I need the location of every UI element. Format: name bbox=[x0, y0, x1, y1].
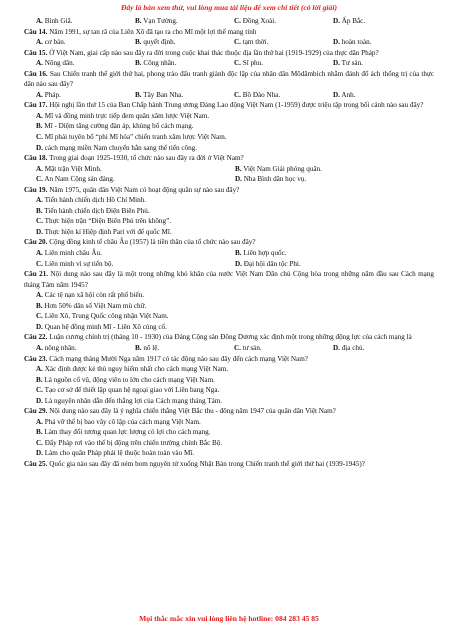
option: B. Liên hợp quốc. bbox=[235, 249, 287, 258]
option: A. Liên minh châu Âu. bbox=[36, 249, 102, 258]
option-letter: A. bbox=[36, 164, 43, 173]
q16-options bbox=[24, 90, 434, 101]
option-letter: B. bbox=[135, 343, 142, 352]
question-19 bbox=[24, 185, 434, 196]
option-letter: A. bbox=[36, 365, 43, 374]
option-letter: D. bbox=[333, 90, 340, 99]
q20-options-row2 bbox=[24, 259, 434, 270]
option: A. nông nhân. bbox=[36, 343, 77, 352]
option-letter: C. bbox=[36, 133, 43, 142]
option: A. cơ bản. bbox=[36, 38, 66, 47]
question-23 bbox=[24, 354, 434, 365]
option: B. Tây Ban Nha. bbox=[135, 90, 184, 99]
q13-options bbox=[24, 16, 434, 27]
question-number: Câu 19. bbox=[24, 185, 48, 194]
q22-options bbox=[24, 343, 434, 354]
option: C. tạm thời. bbox=[234, 38, 269, 47]
hotline-footer: Mọi thắc mắc xin vui lòng liên hệ hotline: 084 283 45 85 bbox=[139, 614, 319, 623]
option: D. Quan hệ đồng minh Mĩ - Liên Xô củng cố. bbox=[36, 322, 167, 331]
question-number: Câu 25. bbox=[24, 459, 48, 468]
option: D. Ấp Bắc. bbox=[333, 17, 366, 25]
option: B. Việt Nam Giải phóng quân. bbox=[235, 164, 322, 173]
q18-options-row2 bbox=[24, 174, 434, 185]
q18-options-row1 bbox=[24, 164, 434, 175]
option: A. Tiến hành chiến dịch Hồ Chí Minh. bbox=[36, 196, 147, 205]
option: D. hoàn toàn. bbox=[333, 38, 372, 47]
option-letter: D. bbox=[36, 449, 43, 458]
option: D. cách mạng miền Nam chuyển hẳn sang thế tiến công. bbox=[36, 143, 198, 152]
option-letter: D. bbox=[235, 175, 242, 184]
question-text: Quốc gia nào sau đây đã ném bom nguyên tử xuống Nhật Bản trong Chiến tranh thế giới thứ hai (1939-1945)? bbox=[47, 459, 365, 468]
option-letter: A. bbox=[36, 38, 43, 47]
option: D. Làm cho quân Pháp phải lệ thuộc hoàn toàn vào Mĩ. bbox=[36, 449, 195, 458]
option: C. Liên minh vì sự tiến bộ. bbox=[36, 259, 114, 268]
option: A. Xác định được kẻ thù nguy hiểm nhất cho cách mạng Việt Nam. bbox=[36, 365, 229, 374]
question-text: Cộng đồng kinh tế châu Âu (1957) là tiền thân của tổ chức nào sau đây? bbox=[47, 238, 256, 247]
option-letter: C. bbox=[234, 17, 241, 25]
option-letter: B. bbox=[135, 59, 142, 68]
option-letter: C. bbox=[36, 312, 43, 321]
option: D. địa chủ. bbox=[333, 343, 365, 352]
option: A. Pháp. bbox=[36, 90, 61, 99]
question-text: Ở Việt Nam, giai cấp nào sau đây ra đời trong cuộc khai thác thuộc địa lần thứ hai (1919-1929) của thực dân Pháp? bbox=[47, 48, 379, 57]
q14-options bbox=[24, 37, 434, 48]
option-letter: D. bbox=[333, 343, 340, 352]
option: A. Các tệ nạn xã hội còn rất phổ biến. bbox=[36, 291, 145, 300]
option-letter: B. bbox=[135, 17, 142, 25]
option-letter: C. bbox=[234, 90, 241, 99]
option: B. Tiến hành chiến dịch Điện Biên Phủ. bbox=[36, 206, 150, 215]
option-letter: B. bbox=[36, 301, 43, 310]
option: C. Bồ Đào Nha. bbox=[234, 90, 281, 99]
option-letter: A. bbox=[36, 111, 43, 120]
option-letter: B. bbox=[135, 90, 142, 99]
option-letter: B. bbox=[36, 428, 43, 437]
option-letter: D. bbox=[36, 143, 43, 152]
option-letter: C. bbox=[36, 175, 43, 184]
question-text: Luận cương chính trị (tháng 10 - 1930) của Đảng Cộng sản Đông Dương xác định một trong những động lực của cách mạng là bbox=[47, 333, 412, 342]
option: C. Sĩ phu. bbox=[234, 59, 263, 68]
question-number: Câu 15. bbox=[24, 48, 48, 57]
question-list bbox=[24, 16, 434, 470]
option: A. Nông dân. bbox=[36, 59, 75, 68]
q20-options-row1 bbox=[24, 248, 434, 259]
option: C. Tạo cơ sở để thiết lập quan hệ ngoại giao với Liên bang Nga. bbox=[36, 386, 220, 395]
option: D. Tư sản. bbox=[333, 59, 363, 68]
question-21 bbox=[24, 269, 434, 290]
preview-banner: Đây là bản xem thử, vui lòng mua tài liệu để xem chi tiết (có lời giải) bbox=[121, 3, 337, 12]
option-letter: C. bbox=[36, 386, 43, 395]
question-25 bbox=[24, 459, 434, 470]
question-text: Trong giai đoạn 1925-1930, tổ chức nào sau đây ra đời ở Việt Nam? bbox=[47, 154, 244, 163]
option: B. Làm thay đổi tương quan lực lượng có lợi cho cách mạng. bbox=[36, 428, 211, 437]
option-letter: D. bbox=[36, 396, 43, 405]
option-letter: A. bbox=[36, 417, 43, 426]
option: B. Là nguồn cổ vũ, động viên to lớn cho cách mạng Việt Nam. bbox=[36, 375, 215, 384]
option: D. Đại hội dân tộc Phi. bbox=[235, 259, 301, 268]
option-letter: D. bbox=[333, 17, 340, 25]
option-letter: A. bbox=[36, 90, 43, 99]
option-letter: B. bbox=[36, 122, 43, 131]
option: A. Bình Giã. bbox=[36, 17, 73, 25]
question-14 bbox=[24, 27, 434, 38]
option: A. Mĩ và đồng minh trực tiếp đem quân xâm lược Việt Nam. bbox=[36, 111, 210, 120]
option: A. Phá vỡ thế bị bao vây cô lập của cách mạng Việt Nam. bbox=[36, 417, 201, 426]
option-letter: A. bbox=[36, 59, 43, 68]
option-letter: C. bbox=[36, 438, 43, 447]
option: D. Anh. bbox=[333, 90, 356, 99]
question-number: Câu 18. bbox=[24, 154, 48, 163]
option-letter: B. bbox=[36, 206, 43, 215]
option-letter: D. bbox=[36, 227, 43, 236]
question-number: Câu 14. bbox=[24, 27, 48, 36]
option-letter: D. bbox=[333, 38, 340, 47]
question-text: Năm 1991, sự tan rã của Liên Xô đã tạo ra cho Mĩ một lợi thế mang tính bbox=[47, 27, 257, 36]
option-letter: A. bbox=[36, 17, 43, 25]
option-letter: C. bbox=[234, 343, 241, 352]
option: B. Mĩ - Diệm tăng cường đàn áp, khủng bố cách mạng. bbox=[36, 122, 194, 131]
option: B. Công nhân. bbox=[135, 59, 177, 68]
option: D. Là nguyên nhân dẫn đến thắng lợi của Cách mạng tháng Tám. bbox=[36, 396, 223, 405]
question-text: Hội nghị lần thứ 15 của Ban Chấp hành Trung ương Đảng Lao động Việt Nam (1-1959) được triệu tập trong bối cảnh nào sau đây? bbox=[47, 101, 424, 110]
question-number: Câu 17. bbox=[24, 101, 48, 110]
option: C. tư sản. bbox=[234, 343, 262, 352]
option: C. Thực hiện trận “Điện Biên Phủ trên không”. bbox=[36, 217, 172, 226]
option-letter: C. bbox=[36, 217, 43, 226]
option-letter: D. bbox=[333, 59, 340, 68]
option-letter: D. bbox=[235, 259, 242, 268]
question-number: Câu 29. bbox=[24, 407, 48, 416]
question-text: Sau Chiến tranh thế giới thứ hai, phong trào đấu tranh giành độc lập của nhân dân Môdămbích nhằm đánh đổ ách thống trị của thực dân nào sau đây? bbox=[24, 69, 435, 89]
question-number: Câu 16. bbox=[24, 69, 48, 78]
option-letter: C. bbox=[36, 259, 43, 268]
option: C. An Nam Cộng sản đảng. bbox=[36, 175, 115, 184]
q15-options bbox=[24, 58, 434, 69]
question-20 bbox=[24, 237, 434, 248]
option-letter: C. bbox=[234, 59, 241, 68]
option: C. Đẩy Pháp rơi vào thế bị động trên chiến trường chính Bắc Bộ. bbox=[36, 438, 223, 447]
question-18 bbox=[24, 153, 434, 164]
option: D. Thực hiện kí Hiệp định Pari với đế quốc Mĩ. bbox=[36, 227, 172, 236]
question-text: Nội dung nào sau đây là ý nghĩa chiến thắng Việt Bắc thu - đông năm 1947 của quân dân Việt Nam? bbox=[47, 407, 336, 416]
option-letter: A. bbox=[36, 249, 43, 258]
option: A. Mặt trận Việt Minh. bbox=[36, 164, 102, 173]
option-letter: B. bbox=[135, 38, 142, 47]
option-letter: C. bbox=[234, 38, 241, 47]
option: B. Vạn Tường. bbox=[135, 17, 178, 25]
option-letter: B. bbox=[36, 375, 43, 384]
option-letter: A. bbox=[36, 343, 43, 352]
option-letter: A. bbox=[36, 196, 43, 205]
option: B. Hơn 50% dân số Việt Nam mù chữ. bbox=[36, 301, 147, 310]
option-letter: B. bbox=[235, 164, 242, 173]
option: B. quyết định. bbox=[135, 38, 176, 47]
question-16 bbox=[24, 69, 434, 90]
option: C. Đồng Xoài. bbox=[234, 17, 277, 25]
question-22 bbox=[24, 332, 434, 343]
question-text: Cách mạng tháng Mười Nga năm 1917 có tác động nào sau đây đến cách mạng Việt Nam? bbox=[47, 354, 308, 363]
question-text: Nội dung nào sau đây là một trong những khó khăn của nước Việt Nam Dân chủ Cộng hòa trong những năm đầu sau Cách mạng tháng Tám năm 1945? bbox=[24, 270, 434, 289]
option: B. nô lệ. bbox=[135, 343, 160, 352]
option: D. Nha Bình dân học vụ. bbox=[235, 175, 307, 184]
option-letter: D. bbox=[36, 322, 43, 331]
question-number: Câu 21. bbox=[24, 270, 49, 279]
question-15 bbox=[24, 48, 434, 59]
question-number: Câu 20. bbox=[24, 238, 48, 247]
question-29 bbox=[24, 406, 434, 417]
option-letter: A. bbox=[36, 291, 43, 300]
option: C. Mĩ phải tuyên bố “phi Mĩ hóa” chiến tranh xâm lược Việt Nam. bbox=[36, 133, 227, 142]
option: C. Liên Xô, Trung Quốc công nhận Việt Nam. bbox=[36, 312, 169, 321]
question-text: Năm 1975, quân dân Việt Nam có hoạt động quân sự nào sau đây? bbox=[47, 185, 240, 194]
question-number: Câu 22. bbox=[24, 333, 48, 342]
option-letter: B. bbox=[235, 249, 242, 258]
question-number: Câu 23. bbox=[24, 354, 48, 363]
question-17 bbox=[24, 100, 434, 111]
